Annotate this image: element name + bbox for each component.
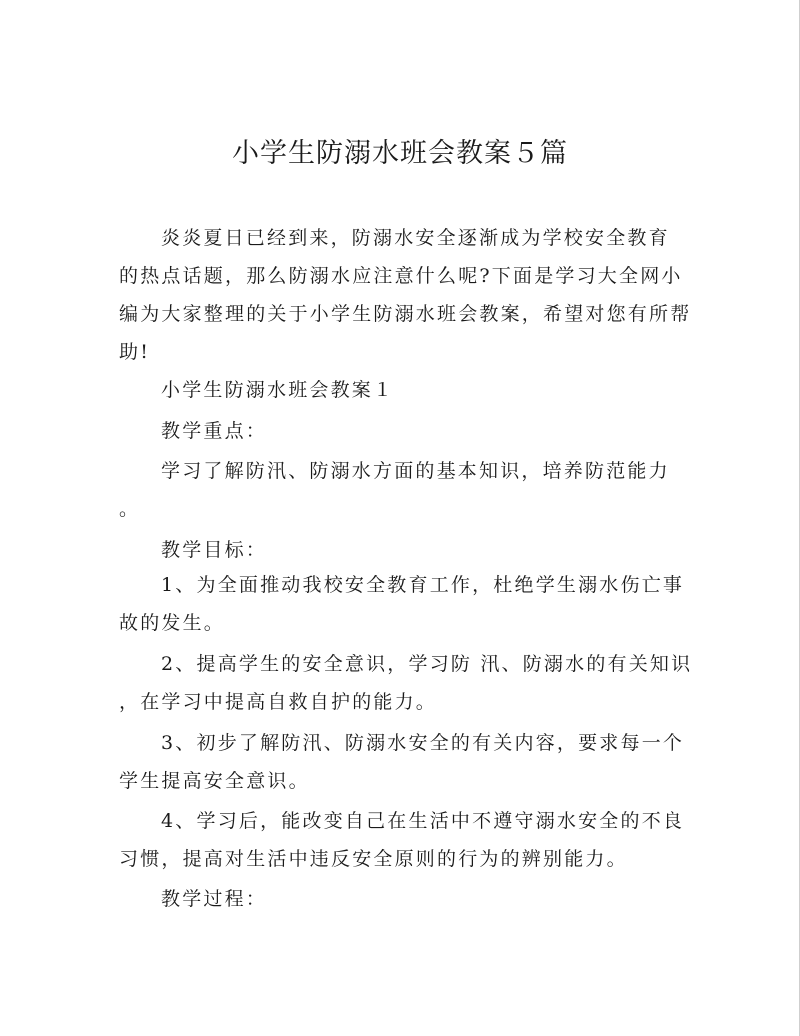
goals-heading [119, 531, 684, 569]
goal-2-line-2: ，在学习中提高自救自护的能力。 [119, 691, 438, 713]
section-title [119, 371, 684, 409]
focus-heading [119, 412, 684, 450]
focus-line-1: 学习了解防汛、防溺水方面的基本知识，培养防范能力 [161, 460, 670, 482]
intro-line-2: 的热点话题，那么防溺水应注意什么呢?下面是学习大全网小 [119, 265, 683, 287]
goals-heading-text: 教学目标： [161, 539, 268, 561]
section-title-text: 小学生防溺水班会教案１ [161, 379, 395, 401]
goal-2-line-1: 2、提高学生的安全意识，学习防 汛、防溺水的有关知识 [161, 653, 693, 675]
goal-3-line-2: 学生提高安全意识。 [119, 770, 310, 792]
process-heading-text: 教学过程： [161, 888, 268, 910]
goal-3-line-1: 3、初步了解防汛、防溺水安全的有关内容，要求每一个 [161, 732, 685, 754]
intro-line-3: 编为大家整理的关于小学生防溺水班会教案，希望对您有所帮 [119, 303, 692, 325]
goal-1-line-2: 故的发生。 [119, 612, 226, 634]
goal-3 [119, 724, 684, 800]
goal-2 [119, 645, 693, 721]
intro-line-4: 助! [119, 341, 151, 363]
process-heading [119, 880, 684, 918]
goal-4-line-2: 习惯，提高对生活中违反安全原则的行为的辨别能力。 [119, 848, 628, 870]
intro-line-1: 炎炎夏日已经到来，防溺水安全逐渐成为学校安全教育 [161, 227, 670, 249]
goal-4 [119, 802, 684, 878]
goal-4-line-1: 4、学习后，能改变自己在生活中不遵守溺水安全的不良 [161, 810, 685, 832]
focus-line-2: 。 [119, 498, 141, 520]
intro-paragraph [119, 219, 692, 371]
goal-1-line-1: 1、为全面推动我校安全教育工作，杜绝学生溺水伤亡事 [161, 574, 685, 596]
focus-heading-text: 教学重点： [161, 420, 268, 442]
goal-1 [119, 566, 684, 642]
document-title: 小学生防溺水班会教案５篇 [232, 138, 568, 169]
focus-paragraph [119, 452, 684, 528]
